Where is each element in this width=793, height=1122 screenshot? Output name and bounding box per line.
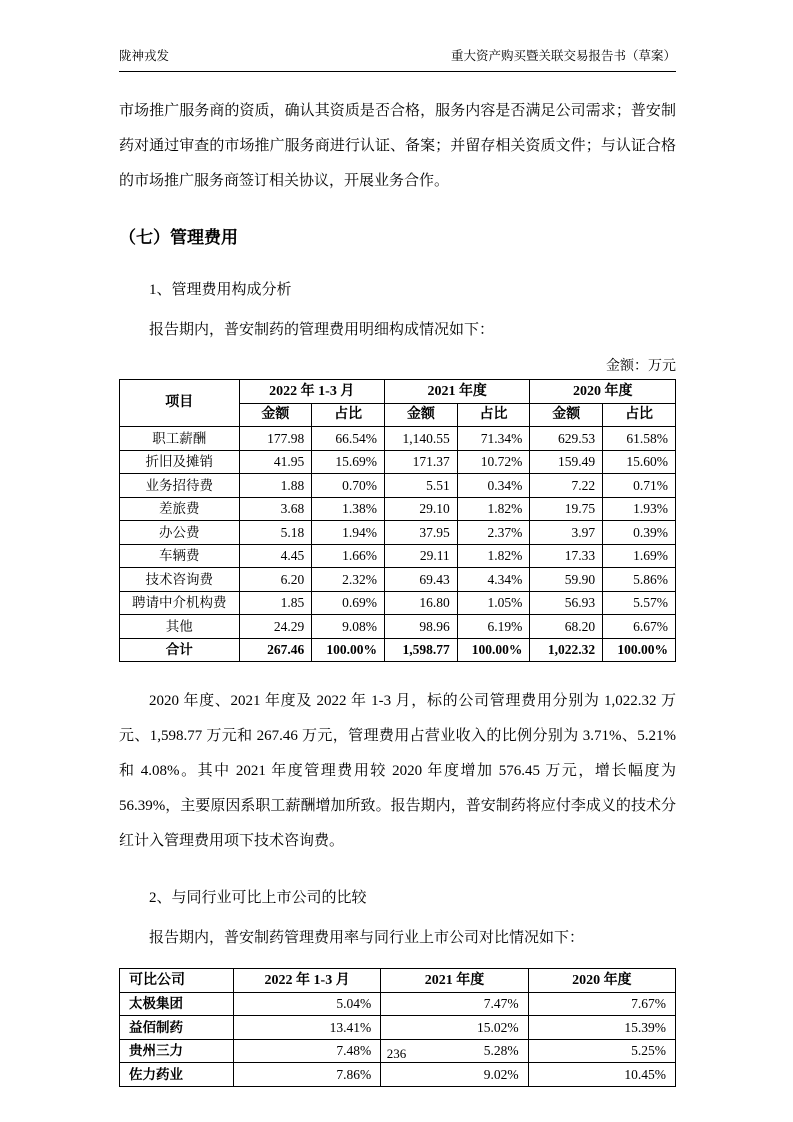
expense-row-value: 1.94% <box>312 521 385 545</box>
expense-table-row <box>120 450 676 474</box>
expense-row-value: 15.69% <box>312 450 385 474</box>
peer-comparison-table <box>119 968 676 1087</box>
peer-company-name: 太极集团 <box>120 992 234 1016</box>
peer-ratio-value: 5.25% <box>528 1039 675 1063</box>
expense-row-value: 41.95 <box>239 450 312 474</box>
expense-row-label: 车辆费 <box>120 544 240 568</box>
subsection-1-heading: 1、管理费用构成分析 <box>149 282 292 298</box>
page-number: 236 <box>386 1046 407 1061</box>
expense-row-label: 办公费 <box>120 521 240 545</box>
peer-col-period-2020: 2020 年度 <box>528 969 675 993</box>
expense-table-header <box>120 380 676 427</box>
expense-row-value: 2.37% <box>457 521 530 545</box>
expense-row-value: 0.70% <box>312 474 385 498</box>
expense-row-value: 19.75 <box>530 497 603 521</box>
expense-row-value: 1.88 <box>239 474 312 498</box>
expense-row-label: 其他 <box>120 615 240 639</box>
expense-row-value: 66.54% <box>312 427 385 451</box>
expense-row-value: 0.39% <box>603 521 676 545</box>
expense-row-value: 6.67% <box>603 615 676 639</box>
expense-row-value: 3.97 <box>530 521 603 545</box>
expense-row-value: 5.18 <box>239 521 312 545</box>
expense-row-value: 1.82% <box>457 497 530 521</box>
expense-table-row <box>120 544 676 568</box>
expense-row-value: 17.33 <box>530 544 603 568</box>
expense-row-value: 1,598.77 <box>384 638 457 662</box>
unit-note: 金额：万元 <box>606 359 676 374</box>
expense-row-value: 9.08% <box>312 615 385 639</box>
expense-row-label: 聘请中介机构费 <box>120 591 240 615</box>
expense-row-value: 0.34% <box>457 474 530 498</box>
peer-ratio-value: 15.02% <box>381 1016 528 1040</box>
expense-row-value: 4.45 <box>239 544 312 568</box>
header-company-name: 陇神戎发 <box>119 49 170 63</box>
peer-ratio-value: 7.48% <box>233 1039 380 1063</box>
expense-col-item: 项目 <box>120 380 240 427</box>
expense-row-value: 71.34% <box>457 427 530 451</box>
expense-col-period-2022: 2022 年 1-3 月 <box>239 380 384 404</box>
expense-row-value: 1.38% <box>312 497 385 521</box>
expense-table-row <box>120 427 676 451</box>
peer-ratio-value: 10.45% <box>528 1063 675 1087</box>
expense-row-value: 1,140.55 <box>384 427 457 451</box>
section-heading: （七）管理费用 <box>119 228 238 247</box>
expense-row-value: 6.20 <box>239 568 312 592</box>
expense-row-value: 69.43 <box>384 568 457 592</box>
expense-row-value: 3.68 <box>239 497 312 521</box>
expense-row-value: 5.57% <box>603 591 676 615</box>
peer-ratio-value: 5.28% <box>381 1039 528 1063</box>
expense-row-label: 技术咨询费 <box>120 568 240 592</box>
page-header <box>119 46 676 72</box>
expense-row-value: 267.46 <box>239 638 312 662</box>
expense-row-value: 629.53 <box>530 427 603 451</box>
peer-table-row <box>120 1063 676 1087</box>
expense-subcol-amount: 金额 <box>239 403 312 427</box>
analysis-paragraph: 2020 年度、2021 年度及 2022 年 1-3 月，标的公司管理费用分别为 1,022.32 万元、1,598.77 万元和 267.46 万元，管理费用占营业收入的比例分别为 3.71%、5.21%和 4.08%。其中 2021 年度管理费用较 2020 年度增加 576.45 万元，增长幅度为 56.39%，主要原因系职工薪酬增加所致。报告期内，普安制药将应付李成义的技术分红计入管理费用项下技术咨询费。 <box>119 693 676 849</box>
expense-subcol-ratio: 占比 <box>457 403 530 427</box>
expense-row-value: 10.72% <box>457 450 530 474</box>
peer-table-header <box>120 969 676 993</box>
peer-col-period-2021: 2021 年度 <box>381 969 528 993</box>
peer-ratio-value: 7.86% <box>233 1063 380 1087</box>
expense-row-value: 1.66% <box>312 544 385 568</box>
peer-table-body <box>120 992 676 1086</box>
expense-row-value: 1.93% <box>603 497 676 521</box>
expense-row-value: 1.69% <box>603 544 676 568</box>
expense-row-value: 5.86% <box>603 568 676 592</box>
expense-subcol-amount: 金额 <box>384 403 457 427</box>
peer-col-company: 可比公司 <box>120 969 234 993</box>
expense-table-row <box>120 497 676 521</box>
expense-col-period-2021: 2021 年度 <box>384 380 529 404</box>
expense-row-value: 0.71% <box>603 474 676 498</box>
expense-table-row <box>120 474 676 498</box>
expense-row-value: 56.93 <box>530 591 603 615</box>
expense-row-value: 0.69% <box>312 591 385 615</box>
peer-ratio-value: 15.39% <box>528 1016 675 1040</box>
expense-subcol-ratio: 占比 <box>603 403 676 427</box>
expense-row-value: 16.80 <box>384 591 457 615</box>
expense-table-row <box>120 638 676 662</box>
expense-table-body <box>120 427 676 662</box>
expense-row-value: 177.98 <box>239 427 312 451</box>
peer-ratio-value: 5.04% <box>233 992 380 1016</box>
intro-paragraph: 市场推广服务商的资质，确认其资质是否合格，服务内容是否满足公司需求；普安制药对通过审查的市场推广服务商进行认证、备案；并留存相关资质文件；与认证合格的市场推广服务商签订相关协议，开展业务合作。 <box>119 103 676 189</box>
expense-col-period-2020: 2020 年度 <box>530 380 676 404</box>
expense-row-value: 2.32% <box>312 568 385 592</box>
expense-row-value: 171.37 <box>384 450 457 474</box>
expense-subcol-amount: 金额 <box>530 403 603 427</box>
expense-row-label: 差旅费 <box>120 497 240 521</box>
peer-ratio-value: 7.47% <box>381 992 528 1016</box>
expense-row-value: 1.82% <box>457 544 530 568</box>
peer-table-row <box>120 1016 676 1040</box>
expense-table-row <box>120 521 676 545</box>
expense-row-value: 6.19% <box>457 615 530 639</box>
expense-row-value: 15.60% <box>603 450 676 474</box>
peer-ratio-value: 9.02% <box>381 1063 528 1087</box>
page-body <box>119 72 676 1087</box>
expense-row-value: 4.34% <box>457 568 530 592</box>
page-footer <box>0 1046 793 1062</box>
subsection-2-heading: 2、与同行业可比上市公司的比较 <box>149 890 367 906</box>
peer-company-name: 贵州三力 <box>120 1039 234 1063</box>
expense-row-value: 29.10 <box>384 497 457 521</box>
header-report-title: 重大资产购买暨关联交易报告书（草案） <box>450 49 676 63</box>
expense-row-value: 7.22 <box>530 474 603 498</box>
expense-row-value: 1.05% <box>457 591 530 615</box>
expense-row-label: 折旧及摊销 <box>120 450 240 474</box>
expense-table <box>119 379 676 662</box>
expense-row-label: 职工薪酬 <box>120 427 240 451</box>
lead-in-1: 报告期内，普安制药的管理费用明细构成情况如下： <box>149 322 495 338</box>
peer-table-row <box>120 992 676 1016</box>
expense-table-row <box>120 591 676 615</box>
expense-row-value: 29.11 <box>384 544 457 568</box>
expense-row-value: 98.96 <box>384 615 457 639</box>
expense-table-row <box>120 568 676 592</box>
lead-in-2: 报告期内，普安制药管理费用率与同行业上市公司对比情况如下： <box>149 930 585 946</box>
expense-row-value: 68.20 <box>530 615 603 639</box>
expense-row-value: 100.00% <box>603 638 676 662</box>
expense-row-value: 100.00% <box>457 638 530 662</box>
expense-row-value: 100.00% <box>312 638 385 662</box>
expense-table-row <box>120 615 676 639</box>
expense-subcol-ratio: 占比 <box>312 403 385 427</box>
expense-row-value: 37.95 <box>384 521 457 545</box>
peer-ratio-value: 13.41% <box>233 1016 380 1040</box>
expense-row-value: 59.90 <box>530 568 603 592</box>
expense-row-value: 1,022.32 <box>530 638 603 662</box>
expense-row-label: 业务招待费 <box>120 474 240 498</box>
expense-row-value: 5.51 <box>384 474 457 498</box>
peer-company-name: 益佰制药 <box>120 1016 234 1040</box>
expense-row-value: 159.49 <box>530 450 603 474</box>
expense-row-label: 合计 <box>120 638 240 662</box>
peer-ratio-value: 7.67% <box>528 992 675 1016</box>
peer-col-period-2022: 2022 年 1-3 月 <box>233 969 380 993</box>
expense-row-value: 24.29 <box>239 615 312 639</box>
peer-company-name: 佐力药业 <box>120 1063 234 1087</box>
expense-row-value: 1.85 <box>239 591 312 615</box>
expense-row-value: 61.58% <box>603 427 676 451</box>
